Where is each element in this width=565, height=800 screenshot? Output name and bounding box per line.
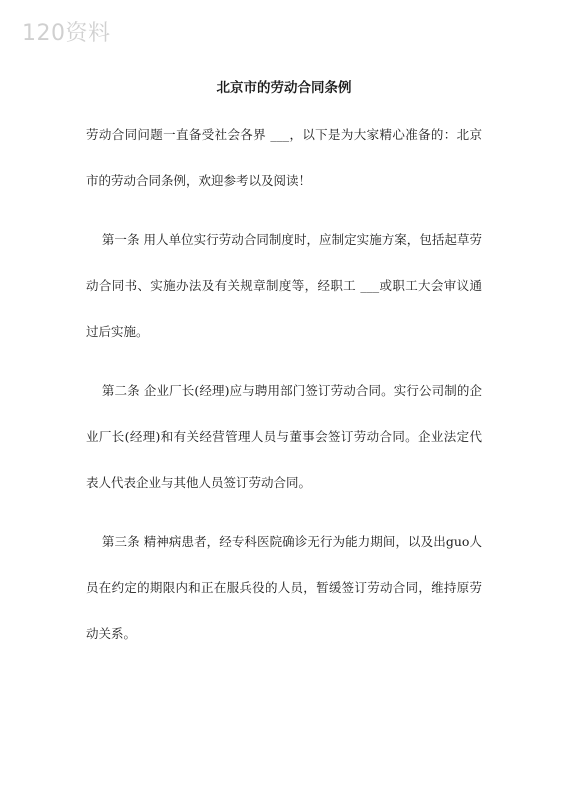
article-1: 第一条 用人单位实行劳动合同制度时，应制定实施方案，包括起草劳动合同书、实施办法及有关规章制度等，经职工 ___或职工大会审议通过后实施。 bbox=[86, 232, 482, 339]
article-3: 第三条 精神病患者，经专科医院确诊无行为能力期间，以及出guo人员在约定的期限内和正在服兵役的人员，暂缓签订劳动合同，维持原劳动关系。 bbox=[86, 534, 482, 641]
document-title: 北京市的劳动合同条例 bbox=[216, 80, 352, 96]
intro-paragraph: 劳动合同问题一直备受社会各界 ___，以下是为大家精心准备的：北京市的劳动合同条例，欢迎参考以及阅读！ bbox=[86, 127, 482, 188]
article-2: 第二条 企业厂长(经理)应与聘用部门签订劳动合同。实行公司制的企业厂长(经理)和有关经营管理人员与董事会签订劳动合同。企业法定代表人代表企业与其他人员签订劳动合同。 bbox=[86, 383, 482, 490]
document-page bbox=[86, 74, 482, 657]
watermark-logo: 120资料 bbox=[22, 21, 111, 46]
